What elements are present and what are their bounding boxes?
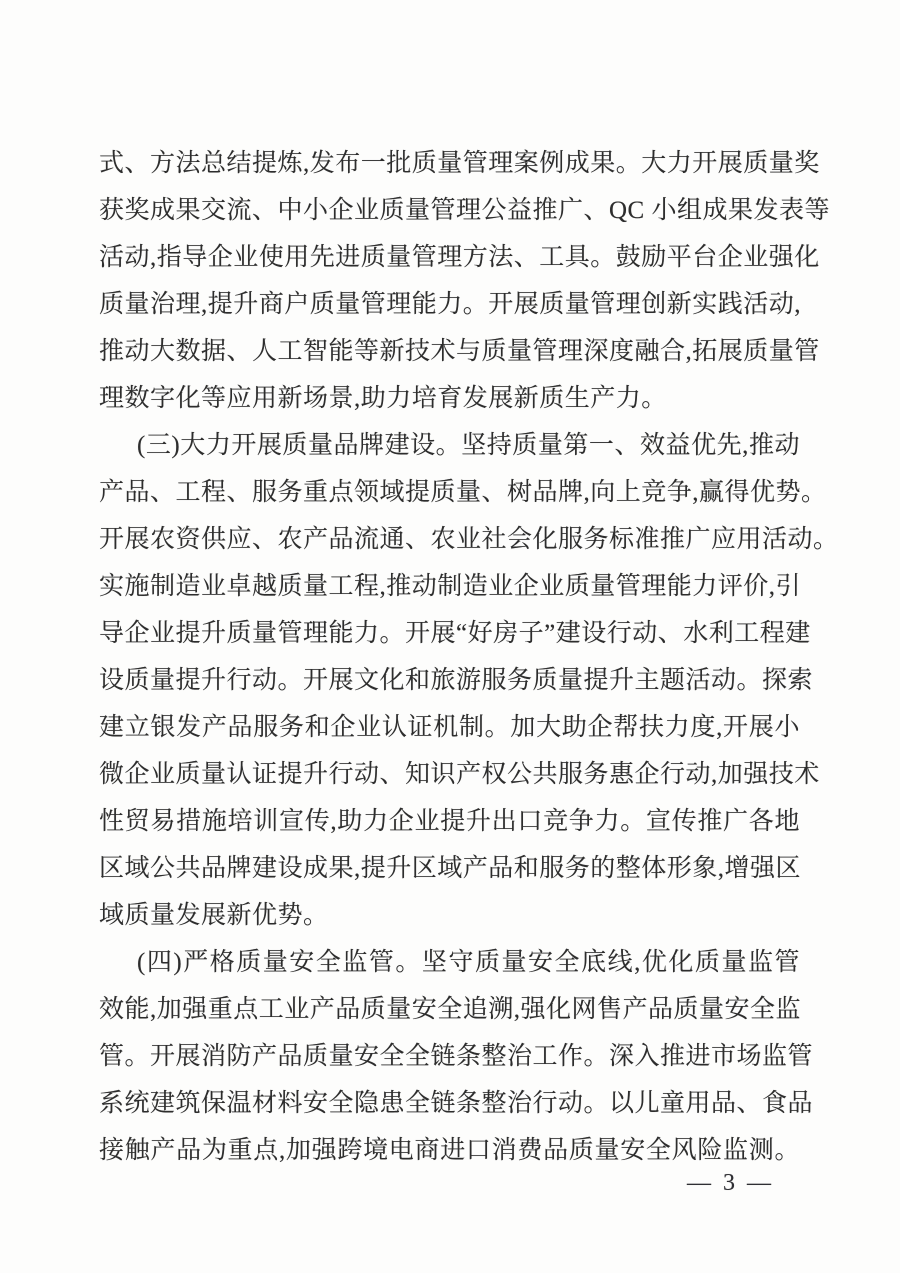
page-number: — 3 — [687, 1170, 774, 1196]
text-line: 设质量提升行动。开展文化和旅游服务质量提升主题活动。探索 [99, 667, 814, 694]
document-body [99, 140, 839, 1174]
text-line: 开展农资供应、农产品流通、农业社会化服务标准推广应用活动。 [99, 526, 839, 553]
text-line: (三)大力开展质量品牌建设。坚持质量第一、效益优先,推动 [137, 432, 800, 459]
text-line: 系统建筑保温材料安全隐患全链条整治行动。以儿童用品、食品 [99, 1090, 814, 1117]
text-line: 接触产品为重点,加强跨境电商进口消费品质量安全风险监测。 [99, 1137, 800, 1164]
text-line: 实施制造业卓越质量工程,推动制造业企业质量管理能力评价,引 [99, 573, 802, 600]
paragraph-section-4 [99, 939, 814, 1174]
paragraph-continuation [99, 140, 830, 422]
text-line: 导企业提升质量管理能力。开展“好房子”建设行动、水利工程建 [99, 620, 811, 647]
text-line: 域质量发展新优势。 [99, 902, 329, 929]
text-line: 管。开展消防产品质量安全全链条整治工作。深入推进市场监管 [99, 1043, 814, 1070]
text-line: 效能,加强重点工业产品质量安全追溯,强化网售产品质量安全监 [99, 996, 802, 1023]
text-line: 质量治理,提升商户质量管理能力。开展质量管理创新实践活动, [99, 291, 802, 318]
paragraph-section-3 [99, 422, 839, 939]
text-line: 推动大数据、人工智能等新技术与质量管理深度融合,拓展质量管 [99, 338, 820, 365]
text-line: (四)严格质量安全监管。坚守质量安全底线,优化质量监管 [137, 949, 800, 976]
text-line: 产品、工程、服务重点领域提质量、树品牌,向上竞争,赢得优势。 [99, 479, 827, 506]
text-line: 理数字化等应用新场景,助力培育发展新质生产力。 [99, 385, 667, 412]
text-line: 获奖成果交流、中小企业质量管理公益推广、QC 小组成果发表等 [99, 197, 830, 224]
text-line: 建立银发产品服务和企业认证机制。加大助企帮扶力度,开展小 [99, 714, 800, 741]
text-line: 微企业质量认证提升行动、知识产权公共服务惠企行动,加强技术 [99, 761, 820, 788]
text-line: 区域公共品牌建设成果,提升区域产品和服务的整体形象,增强区 [99, 855, 802, 882]
text-line: 式、方法总结提炼,发布一批质量管理案例成果。大力开展质量奖 [99, 150, 820, 177]
text-line: 活动,指导企业使用先进质量管理方法、工具。鼓励平台企业强化 [99, 244, 820, 271]
text-line: 性贸易措施培训宣传,助力企业提升出口竞争力。宣传推广各地 [99, 808, 800, 835]
